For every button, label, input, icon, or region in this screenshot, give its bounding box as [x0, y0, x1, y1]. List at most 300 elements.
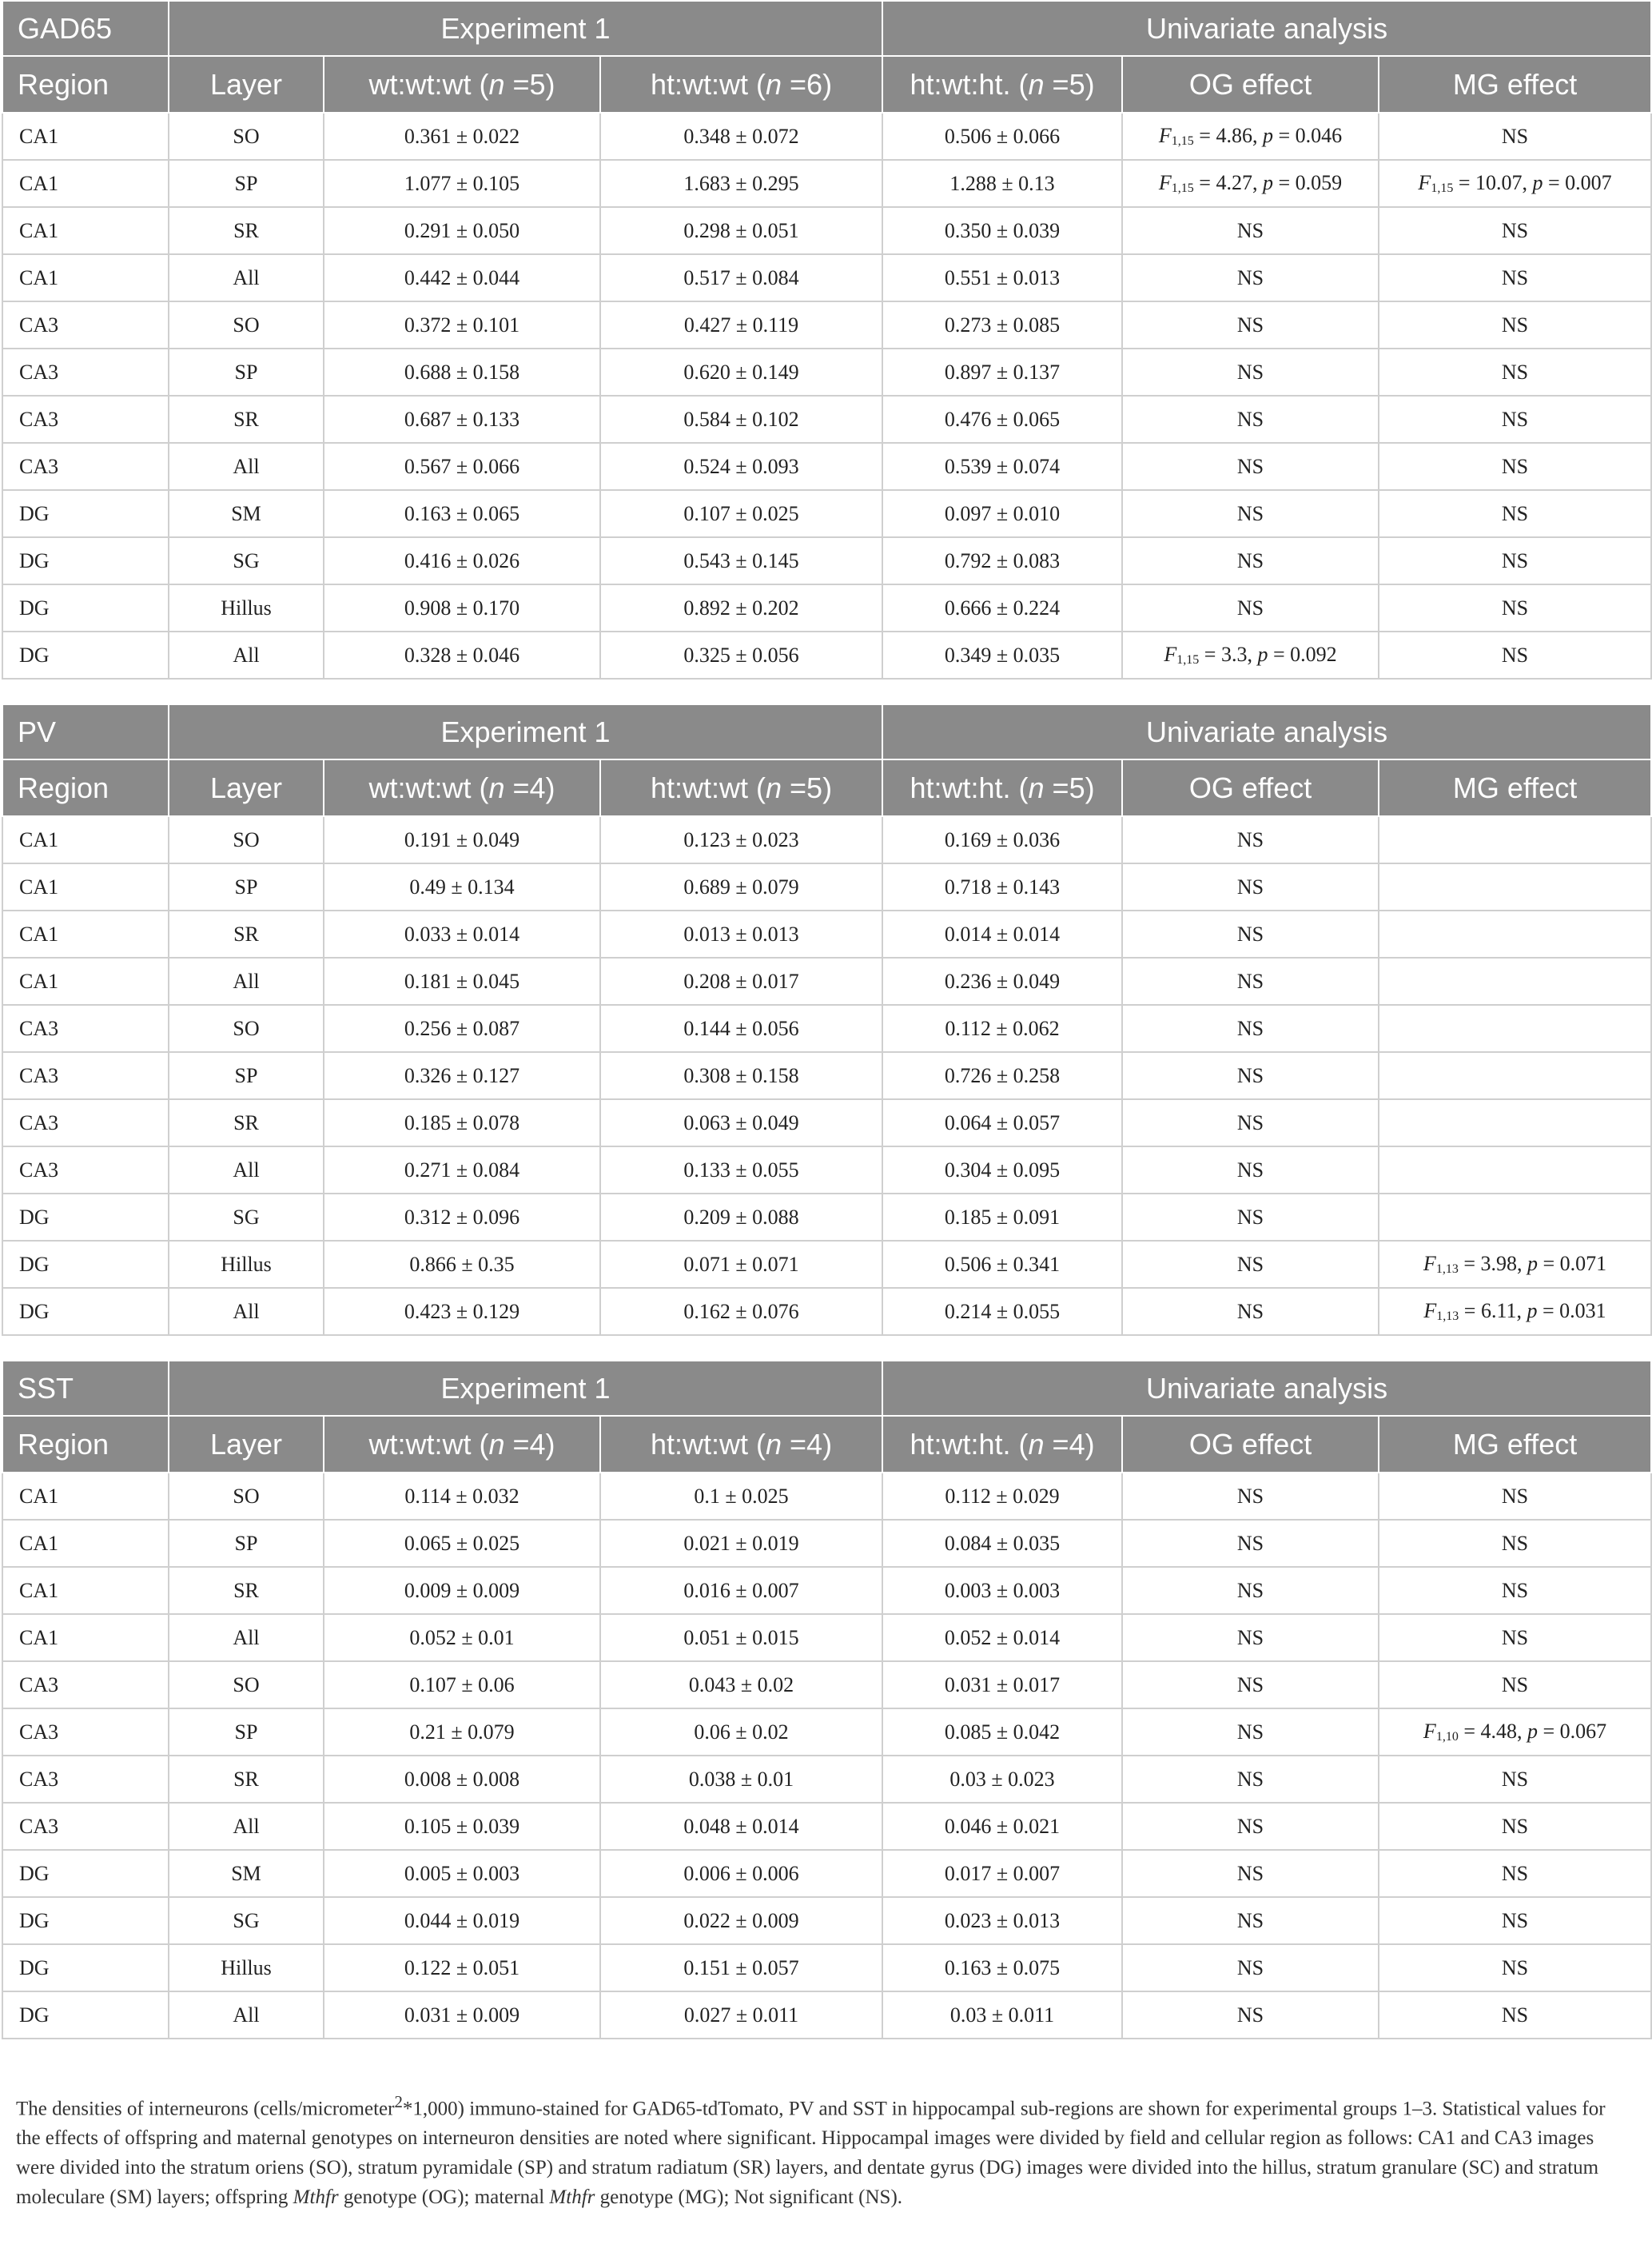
- table-row: [2, 863, 1651, 911]
- header-row-columns: [2, 759, 1651, 816]
- cell-region: CA3: [2, 1005, 169, 1052]
- group-n-value: =5): [1044, 771, 1095, 804]
- table-gad65: [2, 0, 1652, 680]
- table-title: PV: [2, 704, 169, 759]
- cell-mg-effect: [1379, 1099, 1651, 1146]
- cell-layer: All: [169, 632, 324, 679]
- cell-group-2: 0.892 ± 0.202: [600, 584, 882, 632]
- table-row: [2, 160, 1651, 207]
- cell-group-3: 1.288 ± 0.13: [882, 160, 1122, 207]
- cell-region: CA3: [2, 1708, 169, 1756]
- cell-mg-effect: NS: [1379, 584, 1651, 632]
- cell-layer: Hillus: [169, 584, 324, 632]
- cell-group-1: 0.866 ± 0.35: [324, 1241, 600, 1288]
- stat-p-value: = 0.059: [1272, 171, 1343, 194]
- cell-og-effect: NS: [1122, 1897, 1379, 1944]
- cell-mg-effect: [1379, 1288, 1651, 1335]
- cell-group-1: 0.185 ± 0.078: [324, 1099, 600, 1146]
- cell-group-2: 0.524 ± 0.093: [600, 443, 882, 490]
- group-n-value: =5): [1044, 68, 1095, 101]
- table-row: [2, 1520, 1651, 1567]
- column-group-3: [882, 56, 1122, 113]
- cell-og-effect: NS: [1122, 1194, 1379, 1241]
- stat-f-symbol: F: [1423, 1299, 1437, 1322]
- cell-group-3: 0.003 ± 0.003: [882, 1567, 1122, 1614]
- cell-group-3: 0.052 ± 0.014: [882, 1614, 1122, 1661]
- cell-group-3: 0.792 ± 0.083: [882, 537, 1122, 584]
- cell-group-2: 0.063 ± 0.049: [600, 1099, 882, 1146]
- cell-group-2: 0.689 ± 0.079: [600, 863, 882, 911]
- cell-layer: SM: [169, 490, 324, 537]
- cell-group-2: 0.162 ± 0.076: [600, 1288, 882, 1335]
- cell-mg-effect: NS: [1379, 443, 1651, 490]
- table-spacer: [0, 680, 1652, 704]
- cell-group-1: 0.416 ± 0.026: [324, 537, 600, 584]
- cell-group-1: 0.181 ± 0.045: [324, 958, 600, 1005]
- cell-og-effect: NS: [1122, 254, 1379, 301]
- table-row: [2, 1708, 1651, 1756]
- cell-group-2: 0.325 ± 0.056: [600, 632, 882, 679]
- cell-mg-effect: NS: [1379, 490, 1651, 537]
- cell-group-1: 0.008 ± 0.008: [324, 1756, 600, 1803]
- table-row: [2, 584, 1651, 632]
- cell-mg-effect: NS: [1379, 113, 1651, 160]
- group-genotype: ht:wt:ht. (: [910, 1428, 1029, 1461]
- cell-og-effect: NS: [1122, 911, 1379, 958]
- column-region: Region: [2, 56, 169, 113]
- table-title: SST: [2, 1361, 169, 1416]
- cell-mg-effect: [1379, 160, 1651, 207]
- cell-og-effect: NS: [1122, 1661, 1379, 1708]
- table-row: [2, 1897, 1651, 1944]
- cell-group-3: 0.273 ± 0.085: [882, 301, 1122, 349]
- stat-f-symbol: F: [1418, 171, 1431, 194]
- group-n-value: =4): [782, 1428, 833, 1461]
- cell-region: CA1: [2, 254, 169, 301]
- cell-group-3: 0.031 ± 0.017: [882, 1661, 1122, 1708]
- table-row: [2, 537, 1651, 584]
- table-row: [2, 490, 1651, 537]
- cell-group-2: 0.584 ± 0.102: [600, 396, 882, 443]
- group-n-value: =4): [504, 1428, 555, 1461]
- cell-layer: SO: [169, 816, 324, 863]
- cell-region: CA3: [2, 443, 169, 490]
- cell-mg-effect: [1379, 1052, 1651, 1099]
- cell-og-effect: NS: [1122, 1567, 1379, 1614]
- cell-mg-effect: [1379, 816, 1651, 863]
- cell-og-effect: NS: [1122, 1614, 1379, 1661]
- cell-group-2: 0.427 ± 0.119: [600, 301, 882, 349]
- group-n-symbol: n: [1028, 1428, 1045, 1461]
- stat-p-symbol: p: [1532, 171, 1543, 194]
- cell-group-1: 0.442 ± 0.044: [324, 254, 600, 301]
- cell-og-effect: NS: [1122, 1944, 1379, 1991]
- stat-f-value: = 3.98,: [1458, 1252, 1527, 1275]
- header-row-columns: [2, 56, 1651, 113]
- cell-layer: All: [169, 443, 324, 490]
- stat-f-value: = 4.86,: [1193, 124, 1263, 147]
- header-row-group: [2, 1361, 1651, 1416]
- cell-group-2: 0.209 ± 0.088: [600, 1194, 882, 1241]
- cell-mg-effect: NS: [1379, 301, 1651, 349]
- cell-og-effect: NS: [1122, 863, 1379, 911]
- cell-group-2: 0.151 ± 0.057: [600, 1944, 882, 1991]
- cell-group-1: 0.114 ± 0.032: [324, 1473, 600, 1520]
- cell-mg-effect: NS: [1379, 1756, 1651, 1803]
- group-genotype: ht:wt:wt (: [650, 1428, 766, 1461]
- cell-mg-effect: NS: [1379, 254, 1651, 301]
- cell-group-3: 0.014 ± 0.014: [882, 911, 1122, 958]
- table-row: [2, 207, 1651, 254]
- cell-og-effect: NS: [1122, 1756, 1379, 1803]
- stat-f-symbol: F: [1423, 1252, 1436, 1275]
- cell-og-effect: NS: [1122, 1803, 1379, 1850]
- cell-mg-effect: NS: [1379, 1473, 1651, 1520]
- cell-region: CA3: [2, 396, 169, 443]
- group-n-symbol: n: [1028, 68, 1045, 101]
- cell-group-2: 0.1 ± 0.025: [600, 1473, 882, 1520]
- cell-group-2: 0.620 ± 0.149: [600, 349, 882, 396]
- column-mg-effect: MG effect: [1379, 56, 1651, 113]
- cell-layer: SP: [169, 349, 324, 396]
- group-n-value: =4): [504, 771, 555, 804]
- group-genotype: wt:wt:wt (: [368, 771, 489, 804]
- column-group-1: [324, 759, 600, 816]
- cell-layer: SP: [169, 1708, 324, 1756]
- cell-group-1: 1.077 ± 0.105: [324, 160, 600, 207]
- cell-mg-effect: [1379, 911, 1651, 958]
- cell-og-effect: NS: [1122, 349, 1379, 396]
- column-group-3: [882, 759, 1122, 816]
- cell-layer: All: [169, 1991, 324, 2039]
- cell-group-2: 0.022 ± 0.009: [600, 1897, 882, 1944]
- cell-group-1: 0.105 ± 0.039: [324, 1803, 600, 1850]
- column-layer: Layer: [169, 56, 324, 113]
- cell-og-effect: NS: [1122, 1099, 1379, 1146]
- cell-mg-effect: [1379, 1194, 1651, 1241]
- cell-group-1: 0.688 ± 0.158: [324, 349, 600, 396]
- table-row: [2, 1756, 1651, 1803]
- cell-group-2: 0.517 ± 0.084: [600, 254, 882, 301]
- header-row-group: [2, 1, 1651, 56]
- cell-group-2: 0.027 ± 0.011: [600, 1991, 882, 2039]
- stat-p-value: = 0.071: [1537, 1252, 1607, 1275]
- cell-layer: SP: [169, 160, 324, 207]
- cell-mg-effect: NS: [1379, 1520, 1651, 1567]
- cell-mg-effect: NS: [1379, 1614, 1651, 1661]
- cell-layer: All: [169, 958, 324, 1005]
- table-sst: [2, 1360, 1652, 2039]
- column-region: Region: [2, 759, 169, 816]
- stat-p-symbol: p: [1262, 171, 1273, 194]
- column-og-effect: OG effect: [1122, 56, 1379, 113]
- caption-part-4: genotype (MG); Not significant (NS).: [595, 2186, 903, 2209]
- cell-layer: SG: [169, 1194, 324, 1241]
- group-n-symbol: n: [488, 1428, 505, 1461]
- cell-og-effect: NS: [1122, 396, 1379, 443]
- table-row: [2, 443, 1651, 490]
- stat-p-symbol: p: [1527, 1720, 1538, 1743]
- stat-f-value: = 3.3,: [1199, 643, 1258, 666]
- column-layer: Layer: [169, 1416, 324, 1473]
- cell-og-effect: NS: [1122, 1052, 1379, 1099]
- cell-mg-effect: NS: [1379, 1803, 1651, 1850]
- group-genotype: wt:wt:wt (: [368, 1428, 489, 1461]
- cell-region: DG: [2, 632, 169, 679]
- cell-layer: SR: [169, 396, 324, 443]
- table-row: [2, 1991, 1651, 2039]
- stat-df: 1,15: [1431, 181, 1454, 195]
- cell-group-3: 0.112 ± 0.029: [882, 1473, 1122, 1520]
- stat-f-symbol: F: [1164, 643, 1177, 666]
- stat-f-symbol: F: [1158, 171, 1172, 194]
- caption-gene-offspring: Mthfr: [293, 2186, 339, 2209]
- cell-layer: Hillus: [169, 1944, 324, 1991]
- cell-region: CA3: [2, 349, 169, 396]
- table-row: [2, 113, 1651, 160]
- group-n-value: =5): [504, 68, 555, 101]
- table-row: [2, 816, 1651, 863]
- group-genotype: wt:wt:wt (: [368, 68, 489, 101]
- stat-p-symbol: p: [1257, 643, 1268, 666]
- caption-superscript: 2: [394, 2092, 403, 2111]
- cell-group-1: 0.49 ± 0.134: [324, 863, 600, 911]
- cell-region: DG: [2, 584, 169, 632]
- table-row: [2, 632, 1651, 679]
- cell-group-3: 0.084 ± 0.035: [882, 1520, 1122, 1567]
- cell-layer: All: [169, 254, 324, 301]
- cell-group-3: 0.350 ± 0.039: [882, 207, 1122, 254]
- cell-group-1: 0.291 ± 0.050: [324, 207, 600, 254]
- cell-region: CA3: [2, 1661, 169, 1708]
- cell-group-2: 0.06 ± 0.02: [600, 1708, 882, 1756]
- column-group-3: [882, 1416, 1122, 1473]
- cell-layer: All: [169, 1288, 324, 1335]
- cell-group-1: 0.361 ± 0.022: [324, 113, 600, 160]
- cell-layer: SP: [169, 1520, 324, 1567]
- stat-df: 1,15: [1171, 181, 1194, 195]
- cell-og-effect: NS: [1122, 443, 1379, 490]
- cell-region: DG: [2, 1194, 169, 1241]
- cell-layer: SO: [169, 1661, 324, 1708]
- table-row: [2, 1194, 1651, 1241]
- cell-region: CA1: [2, 1473, 169, 1520]
- group-n-symbol: n: [488, 68, 505, 101]
- cell-group-3: 0.085 ± 0.042: [882, 1708, 1122, 1756]
- cell-group-3: 0.349 ± 0.035: [882, 632, 1122, 679]
- cell-region: DG: [2, 1288, 169, 1335]
- table-spacer: [0, 1336, 1652, 1360]
- cell-group-3: 0.097 ± 0.010: [882, 490, 1122, 537]
- cell-region: CA3: [2, 301, 169, 349]
- cell-region: CA1: [2, 1567, 169, 1614]
- cell-region: CA3: [2, 1099, 169, 1146]
- cell-og-effect: NS: [1122, 537, 1379, 584]
- cell-group-3: 0.112 ± 0.062: [882, 1005, 1122, 1052]
- table-row: [2, 1661, 1651, 1708]
- cell-og-effect: NS: [1122, 1991, 1379, 2039]
- table-row: [2, 1288, 1651, 1335]
- cell-region: CA1: [2, 1520, 169, 1567]
- stat-df: 1,15: [1171, 134, 1194, 148]
- group-genotype: ht:wt:wt (: [650, 68, 766, 101]
- cell-region: CA1: [2, 816, 169, 863]
- cell-og-effect: NS: [1122, 958, 1379, 1005]
- cell-group-1: 0.065 ± 0.025: [324, 1520, 600, 1567]
- cell-region: DG: [2, 1241, 169, 1288]
- header-row-columns: [2, 1416, 1651, 1473]
- cell-group-3: 0.046 ± 0.021: [882, 1803, 1122, 1850]
- stat-p-value: = 0.046: [1272, 124, 1343, 147]
- cell-region: CA3: [2, 1146, 169, 1194]
- cell-region: CA1: [2, 160, 169, 207]
- caption-part-1: The densities of interneurons (cells/micrometer: [16, 2098, 395, 2120]
- cell-group-1: 0.567 ± 0.066: [324, 443, 600, 490]
- cell-mg-effect: NS: [1379, 1991, 1651, 2039]
- cell-og-effect: NS: [1122, 816, 1379, 863]
- cell-layer: All: [169, 1614, 324, 1661]
- cell-mg-effect: NS: [1379, 1661, 1651, 1708]
- cell-region: CA3: [2, 1803, 169, 1850]
- cell-layer: SG: [169, 537, 324, 584]
- cell-group-2: 0.043 ± 0.02: [600, 1661, 882, 1708]
- cell-group-1: 0.107 ± 0.06: [324, 1661, 600, 1708]
- cell-group-1: 0.033 ± 0.014: [324, 911, 600, 958]
- cell-group-2: 0.071 ± 0.071: [600, 1241, 882, 1288]
- cell-og-effect: NS: [1122, 1241, 1379, 1288]
- cell-group-2: 1.683 ± 0.295: [600, 160, 882, 207]
- cell-group-1: 0.031 ± 0.009: [324, 1991, 600, 2039]
- cell-group-1: 0.122 ± 0.051: [324, 1944, 600, 1991]
- cell-layer: SR: [169, 1756, 324, 1803]
- column-region: Region: [2, 1416, 169, 1473]
- cell-group-2: 0.006 ± 0.006: [600, 1850, 882, 1897]
- cell-layer: SM: [169, 1850, 324, 1897]
- table-row: [2, 1099, 1651, 1146]
- cell-mg-effect: [1379, 1146, 1651, 1194]
- table-row: [2, 1052, 1651, 1099]
- column-group-1: [324, 56, 600, 113]
- stat-df: 1,10: [1435, 1730, 1459, 1744]
- group-n-symbol: n: [765, 68, 782, 101]
- table-row: [2, 958, 1651, 1005]
- cell-layer: All: [169, 1803, 324, 1850]
- cell-group-1: 0.312 ± 0.096: [324, 1194, 600, 1241]
- group-n-value: =5): [782, 771, 833, 804]
- univariate-header: Univariate analysis: [882, 1, 1651, 56]
- cell-group-1: 0.687 ± 0.133: [324, 396, 600, 443]
- stat-p-value: = 0.067: [1537, 1720, 1607, 1743]
- cell-group-2: 0.016 ± 0.007: [600, 1567, 882, 1614]
- cell-group-1: 0.21 ± 0.079: [324, 1708, 600, 1756]
- group-genotype: ht:wt:ht. (: [910, 771, 1029, 804]
- cell-layer: SO: [169, 1473, 324, 1520]
- cell-mg-effect: NS: [1379, 1850, 1651, 1897]
- cell-group-3: 0.064 ± 0.057: [882, 1099, 1122, 1146]
- stat-f-value: = 4.48,: [1458, 1720, 1527, 1743]
- cell-group-1: 0.423 ± 0.129: [324, 1288, 600, 1335]
- cell-mg-effect: NS: [1379, 207, 1651, 254]
- table-row: [2, 1241, 1651, 1288]
- stat-f-value: = 4.27,: [1193, 171, 1263, 194]
- cell-group-3: 0.897 ± 0.137: [882, 349, 1122, 396]
- column-og-effect: OG effect: [1122, 1416, 1379, 1473]
- cell-og-effect: NS: [1122, 1850, 1379, 1897]
- cell-group-1: 0.191 ± 0.049: [324, 816, 600, 863]
- cell-group-1: 0.005 ± 0.003: [324, 1850, 600, 1897]
- cell-layer: SP: [169, 1052, 324, 1099]
- cell-layer: SP: [169, 863, 324, 911]
- cell-group-3: 0.163 ± 0.075: [882, 1944, 1122, 1991]
- cell-group-2: 0.123 ± 0.023: [600, 816, 882, 863]
- cell-layer: SR: [169, 1567, 324, 1614]
- cell-og-effect: NS: [1122, 584, 1379, 632]
- stat-p-value: = 0.007: [1543, 171, 1612, 194]
- cell-region: CA3: [2, 1052, 169, 1099]
- table-row: [2, 349, 1651, 396]
- cell-region: CA1: [2, 958, 169, 1005]
- cell-group-1: 0.908 ± 0.170: [324, 584, 600, 632]
- cell-mg-effect: NS: [1379, 1897, 1651, 1944]
- group-n-symbol: n: [765, 771, 782, 804]
- cell-layer: All: [169, 1146, 324, 1194]
- univariate-header: Univariate analysis: [882, 1361, 1651, 1416]
- cell-og-effect: NS: [1122, 1288, 1379, 1335]
- cell-group-3: 0.03 ± 0.011: [882, 1991, 1122, 2039]
- cell-group-3: 0.304 ± 0.095: [882, 1146, 1122, 1194]
- header-row-group: [2, 704, 1651, 759]
- cell-group-1: 0.326 ± 0.127: [324, 1052, 600, 1099]
- cell-mg-effect: [1379, 1708, 1651, 1756]
- group-n-symbol: n: [1028, 771, 1045, 804]
- cell-layer: SG: [169, 1897, 324, 1944]
- cell-mg-effect: NS: [1379, 396, 1651, 443]
- cell-group-3: 0.185 ± 0.091: [882, 1194, 1122, 1241]
- cell-mg-effect: [1379, 1005, 1651, 1052]
- cell-og-effect: NS: [1122, 490, 1379, 537]
- group-n-symbol: n: [488, 771, 505, 804]
- table-title: GAD65: [2, 1, 169, 56]
- cell-group-2: 0.308 ± 0.158: [600, 1052, 882, 1099]
- cell-region: DG: [2, 1944, 169, 1991]
- cell-group-1: 0.271 ± 0.084: [324, 1146, 600, 1194]
- stat-p-symbol: p: [1262, 124, 1273, 147]
- table-row: [2, 254, 1651, 301]
- cell-group-3: 0.506 ± 0.066: [882, 113, 1122, 160]
- cell-og-effect: NS: [1122, 207, 1379, 254]
- cell-group-1: 0.372 ± 0.101: [324, 301, 600, 349]
- cell-group-3: 0.03 ± 0.023: [882, 1756, 1122, 1803]
- cell-group-3: 0.539 ± 0.074: [882, 443, 1122, 490]
- cell-group-3: 0.017 ± 0.007: [882, 1850, 1122, 1897]
- cell-group-1: 0.052 ± 0.01: [324, 1614, 600, 1661]
- stat-p-symbol: p: [1527, 1252, 1538, 1275]
- column-group-2: [600, 1416, 882, 1473]
- cell-group-2: 0.298 ± 0.051: [600, 207, 882, 254]
- group-genotype: ht:wt:ht. (: [910, 68, 1029, 101]
- caption-gene-maternal: Mthfr: [549, 2186, 595, 2209]
- caption-text: [16, 2087, 1614, 2212]
- column-mg-effect: MG effect: [1379, 1416, 1651, 1473]
- cell-region: CA1: [2, 1614, 169, 1661]
- cell-layer: SR: [169, 911, 324, 958]
- cell-group-2: 0.048 ± 0.014: [600, 1803, 882, 1850]
- cell-layer: SO: [169, 1005, 324, 1052]
- cell-region: CA1: [2, 207, 169, 254]
- table-row: [2, 1614, 1651, 1661]
- cell-mg-effect: [1379, 958, 1651, 1005]
- cell-group-3: 0.726 ± 0.258: [882, 1052, 1122, 1099]
